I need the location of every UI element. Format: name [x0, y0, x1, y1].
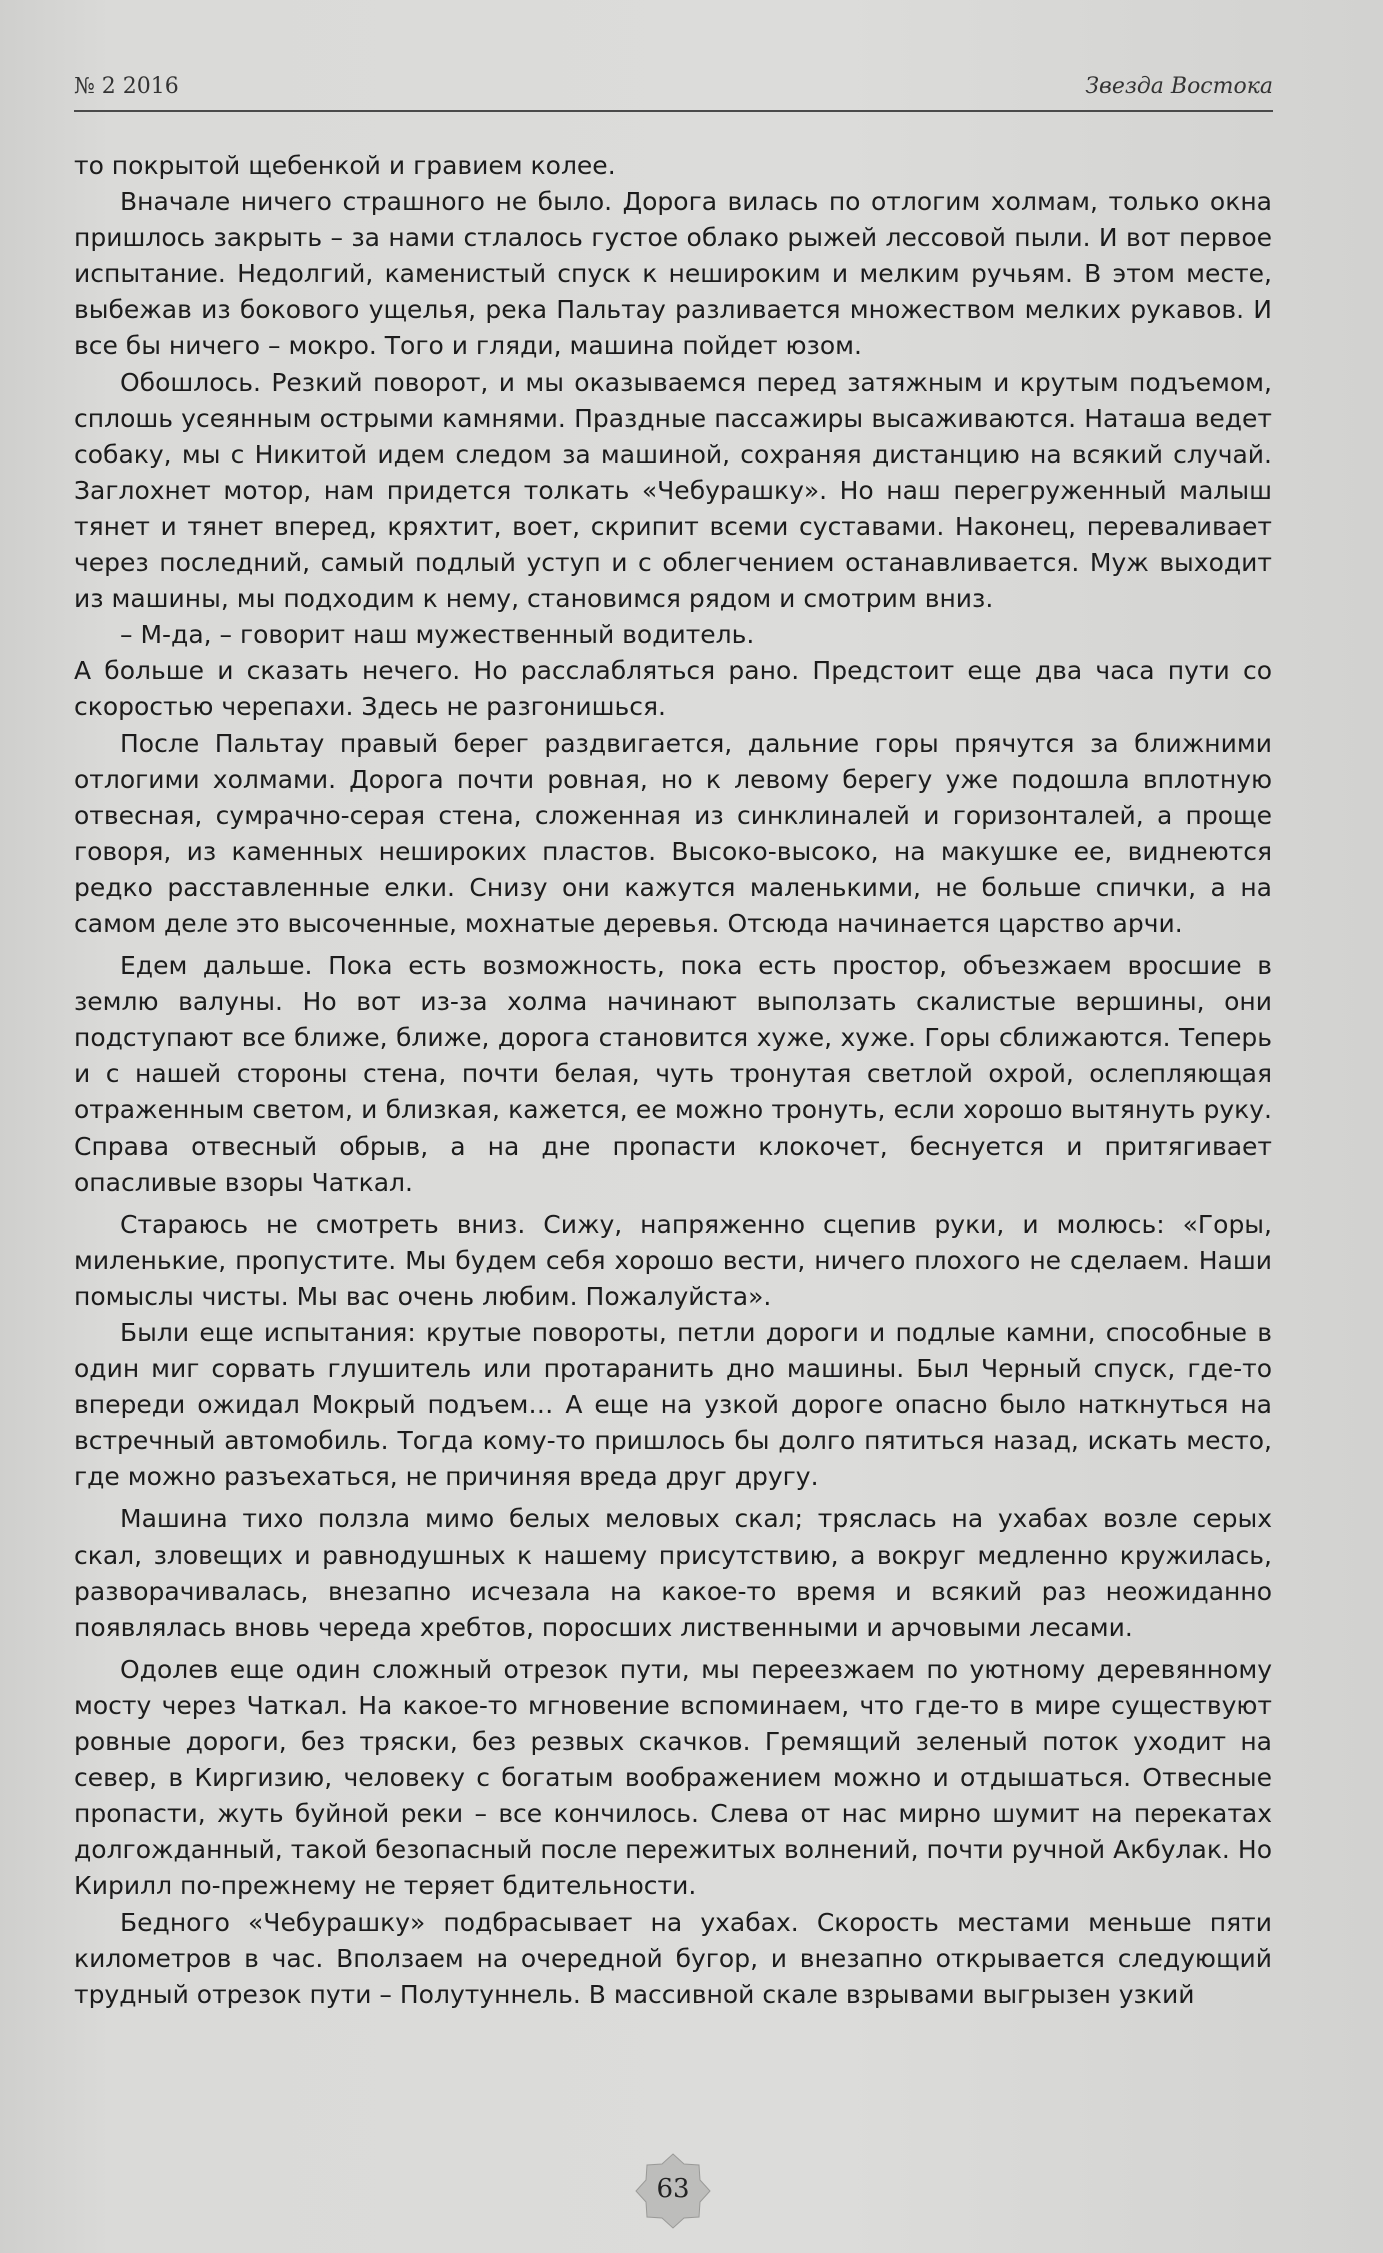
paragraph: Бедного «Чебурашку» подбрасывает на ухабах. Скорость местами меньше пяти километров в час. Вползаем на очередной бугор, и внезапно открывается следующий трудный отрезок пути – Полутуннель. В массивной скале взрывами выгрызен узкий	[74, 1907, 1272, 2009]
page-number: 63	[656, 2174, 690, 2204]
paragraph: Едем дальше. Пока есть возможность, пока есть простор, объезжаем вросшие в землю валуны. Но вот из-за холма начинают выползать скалистые вершины, они подступают все ближе, ближе, дорога становится хуже, хуже. Горы сближаются. Теперь и с нашей стороны стена, почти белая, чуть тронутая светлой охрой, ослепляющая отраженным светом, и близкая, кажется, ее можно тронуть, если хорошо вытянуть руку. Справа отвесный обрыв, а на дне пропасти клокочет, беснуется и притягивает опасливые взоры Чаткал.	[74, 951, 1272, 1197]
paragraph: Обошлось. Резкий поворот, и мы оказываемся перед затяжным и крутым подъемом, сплошь усеянным острыми камнями. Праздные пассажиры высаживаются. Наташа ведет собаку, мы с Никитой идем следом за машиной, сохраняя дистанцию на всякий случай. Заглохнет мотор, нам придется толкать «Чебурашку». Но наш перегруженный малыш тянет и тянет вперед, кряхтит, воет, скрипит всеми суставами. Наконец, переваливает через последний, самый подлый уступ и с облегчением останавливается. Муж выходит из машины, мы подходим к нему, становимся рядом и смотрим вниз.	[74, 367, 1272, 614]
paragraph: А больше и сказать нечего. Но расслабляться рано. Предстоит еще два часа пути со скоростью черепахи. Здесь не разгонишься.	[74, 656, 1272, 722]
page-number-badge	[634, 2152, 712, 2230]
paragraph: Стараюсь не смотреть вниз. Сижу, напряженно сцепив руки, и молюсь: «Горы, миленькие, пропустите. Мы будем себя хорошо вести, ничего плохого не сделаем. Наши помыслы чисты. Мы вас очень любим. Пожалуйста».	[74, 1209, 1272, 1311]
paragraph: то покрытой щебенкой и гравием колее.	[74, 151, 616, 180]
paragraph: – М-да, – говорит наш мужественный водитель.	[120, 620, 755, 650]
paragraph: После Пальтау правый берег раздвигается, дальние горы прячутся за ближними отлогими холмами. Дорога почти ровная, но к левому берегу уже подошла вплотную отвесная, сумрачно-серая стена, сложенная из синклиналей и горизонталей, а проще говоря, из каменных неширокиx пластов. Высоко-высоко, на макушке ее, виднеются редко расставленные елки. Снизу они кажутся маленькими, не больше спички, а на самом деле это высоченные, мохнатые деревья. Отсюда начинается царство арчи.	[74, 728, 1272, 938]
journal-title: Звезда Востока	[1085, 74, 1273, 99]
paragraph: Одолев еще один сложный отрезок пути, мы переезжаем по уютному деревянному мосту через Чаткал. На какое-то мгновение вспоминаем, что где-то в мире существуют ровные дороги, без тряски, без резвых скачков. Гремящий зеленый поток уходит на север, в Киргизию, человеку с богатым воображением можно и отдышаться. Отвесные пропасти, жуть буйной реки – все кончилось. Слева от нас мирно шумит на перекатах долгожданный, такой безопасный после пережитых волнений, почти ручной Акбулак. Но Кирилл по-прежнему не теряет бдительности.	[74, 1654, 1272, 1901]
paragraph: Были еще испытания: крутые повороты, петли дороги и подлые камни, способные в один миг сорвать глушитель или протаранить дно машины. Был Черный спуск, где-то впереди ожидал Мокрый подъем… А еще на узкой дороге опасно было наткнуться на встречный автомобиль. Тогда кому-то пришлось бы долго пятиться назад, искать место, где можно разъехаться, не причиняя вреда друг другу.	[74, 1318, 1272, 1492]
article-body	[74, 148, 1272, 2013]
paragraph: Машина тихо ползла мимо белых меловых скал; тряслась на ухабах возле серых скал, зловещих и равнодушных к нашему присутствию, а вокруг медленно кружилась, разворачивалась, внезапно исчезала на какое-то время и всякий раз неожиданно появлялась вновь череда хребтов, поросших лиственными и арчовыми лесами.	[74, 1504, 1272, 1642]
running-header	[74, 70, 1273, 112]
issue-number: № 2 2016	[74, 74, 179, 99]
paragraph: Вначале ничего страшного не было. Дорога вилась по отлогим холмам, только окна пришлось закрыть – за нами стлалось густое облако рыжей лессовой пыли. И вот первое испытание. Недолгий, каменистый спуск к нешироким и мелким ручьям. В этом месте, выбежав из бокового ущелья, река Пальтау разливается множеством мелких рукавов. И все бы ничего – мокро. Того и гляди, машина пойдет юзом.	[74, 187, 1272, 361]
